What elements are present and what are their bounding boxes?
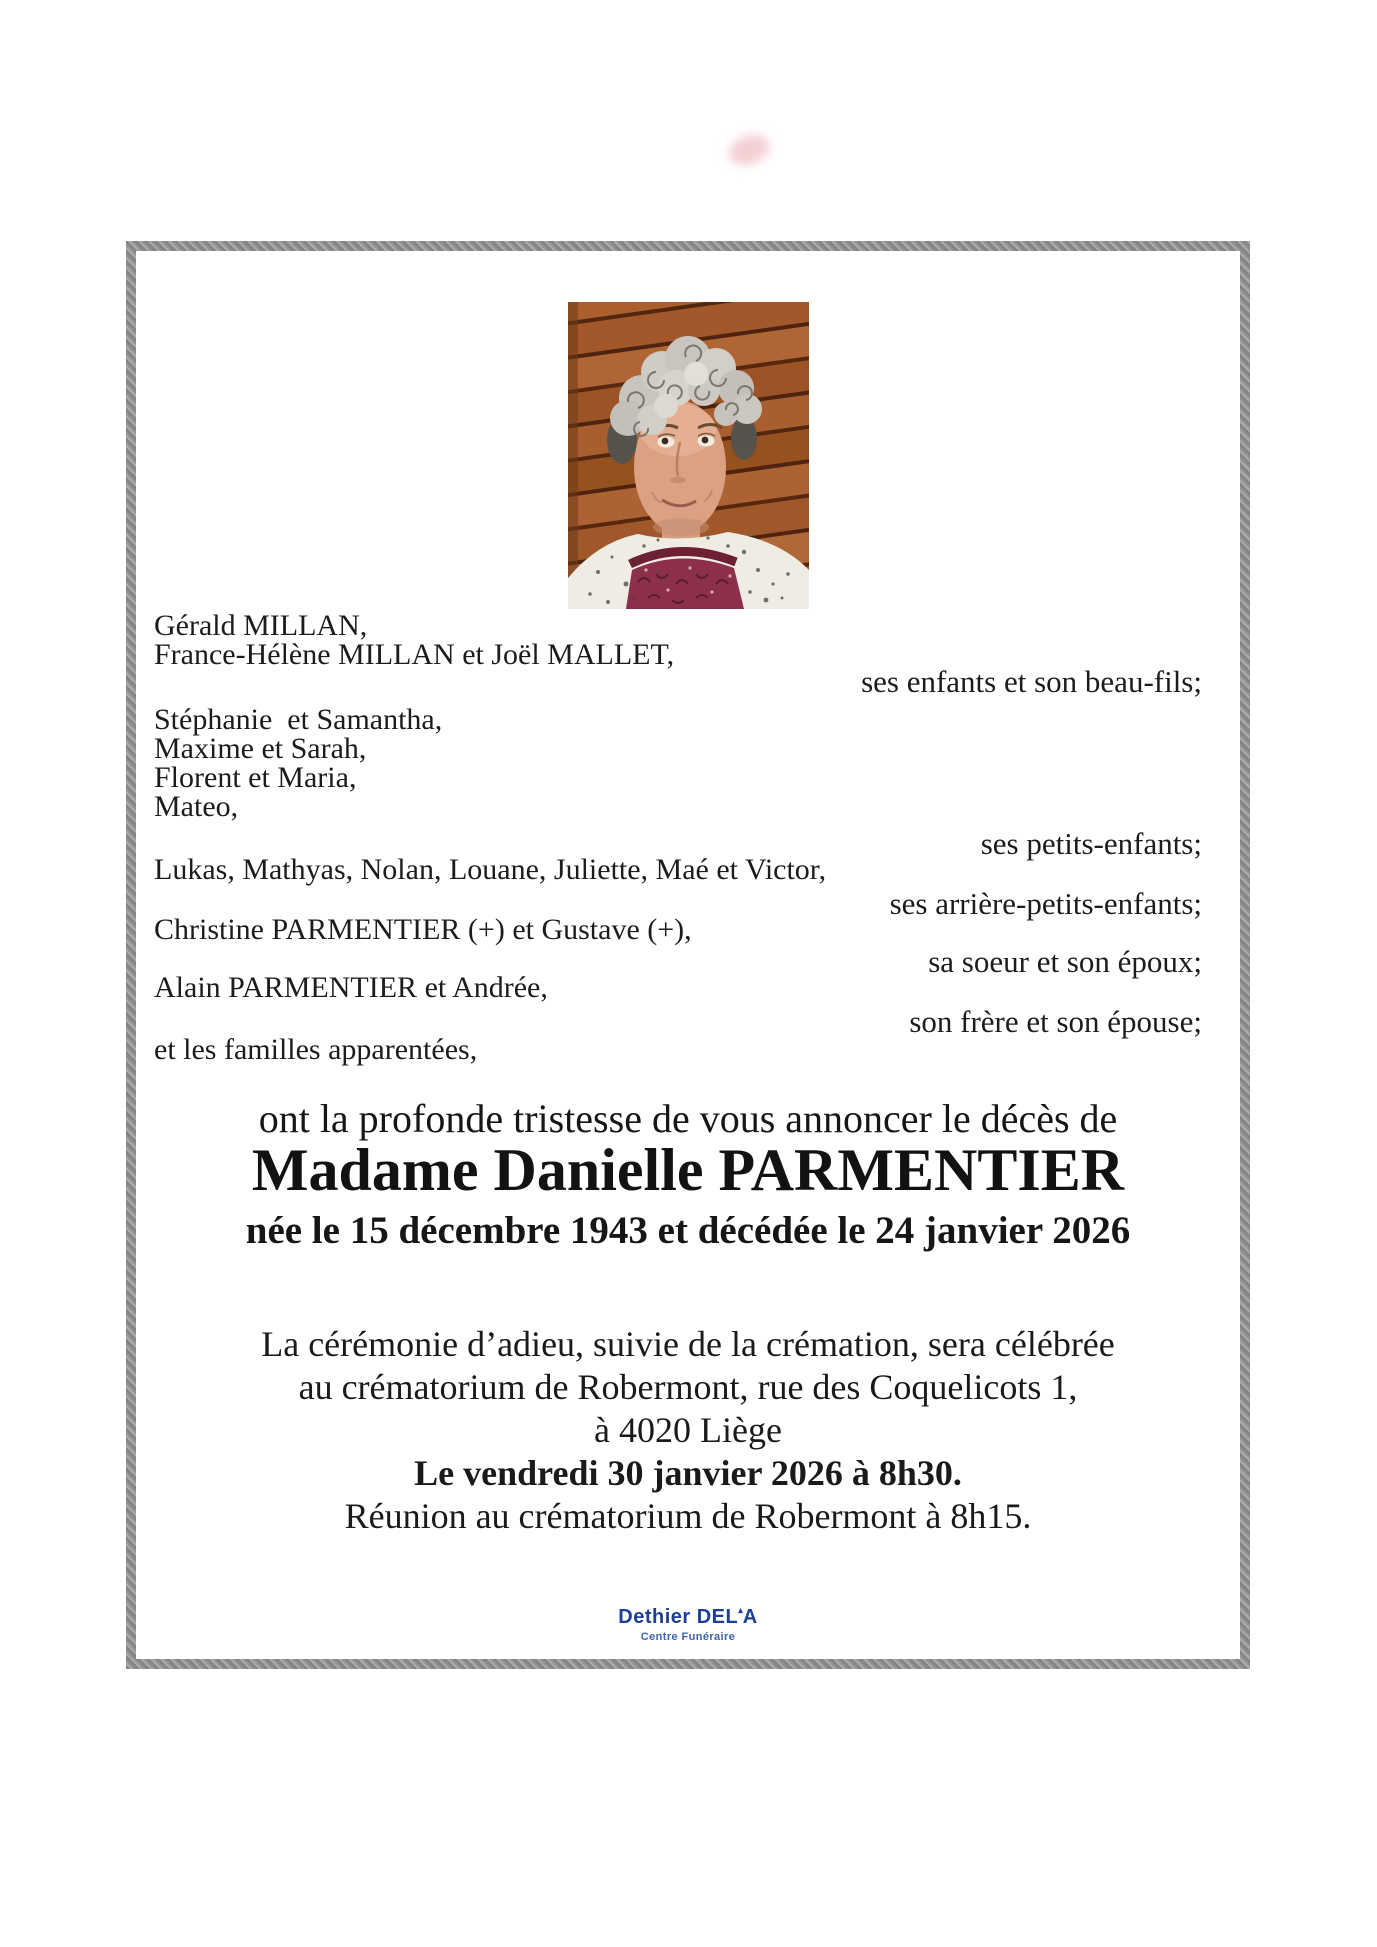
brand-text-suffix: A — [742, 1606, 758, 1628]
relation-label: ses petits-enfants; — [980, 826, 1202, 861]
brand-text: Dethier DEL — [618, 1606, 739, 1628]
scan-artifact-pink-smudge — [724, 130, 773, 171]
relation-label: sa soeur et son époux; — [928, 944, 1202, 979]
dela-logo-mark: ▴ — [738, 1605, 743, 1615]
ceremony-text-line: La cérémonie d’adieu, suivie de la crémation, sera célébrée — [261, 1324, 1115, 1364]
ceremony-text-line: au crématorium de Robermont, rue des Coquelicots 1, — [298, 1367, 1078, 1407]
deceased-name: Madame Danielle PARMENTIER — [251, 1137, 1125, 1203]
funeral-home-subtitle: Centre Funéraire — [640, 1631, 736, 1643]
relation-label: ses arrière-petits-enfants; — [889, 886, 1202, 921]
ceremony-text-line: Réunion au crématorium de Robermont à 8h15. — [344, 1496, 1032, 1536]
ceremony-details — [136, 1323, 1240, 1538]
announcement-intro: ont la profonde tristesse de vous annoncer le décès de — [258, 1096, 1118, 1141]
family-member-line: Alain PARMENTIER et Andrée, — [154, 971, 548, 1004]
family-member-line: France-Hélène MILLAN et Joël MALLET, — [154, 638, 675, 671]
memorial-card-frame — [126, 241, 1250, 1669]
family-member-line: Gérald MILLAN, — [154, 609, 368, 642]
family-member-line: Stéphanie et Samantha, — [154, 703, 443, 736]
relation-label: ses enfants et son beau-fils; — [861, 664, 1202, 699]
family-member-line: et les familles apparentées, — [154, 1033, 478, 1066]
life-dates: née le 15 décembre 1943 et décédée le 24 janvier 2026 — [245, 1209, 1131, 1252]
family-member-line: Christine PARMENTIER (+) et Gustave (+), — [154, 913, 692, 946]
funeral-home-logo — [136, 1605, 1240, 1643]
family-member-line: Maxime et Sarah, — [154, 732, 367, 765]
funeral-home-name — [136, 1605, 1240, 1629]
relation-label: son frère et son épouse; — [909, 1004, 1202, 1039]
ceremony-date-time: Le vendredi 30 janvier 2026 à 8h30. — [414, 1453, 962, 1493]
ceremony-text-line: à 4020 Liège — [594, 1410, 782, 1450]
family-member-line: Mateo, — [154, 790, 239, 823]
family-member-line: Lukas, Mathyas, Nolan, Louane, Juliette, Maé et Victor, — [154, 853, 827, 886]
family-member-line: Florent et Maria, — [154, 761, 357, 794]
